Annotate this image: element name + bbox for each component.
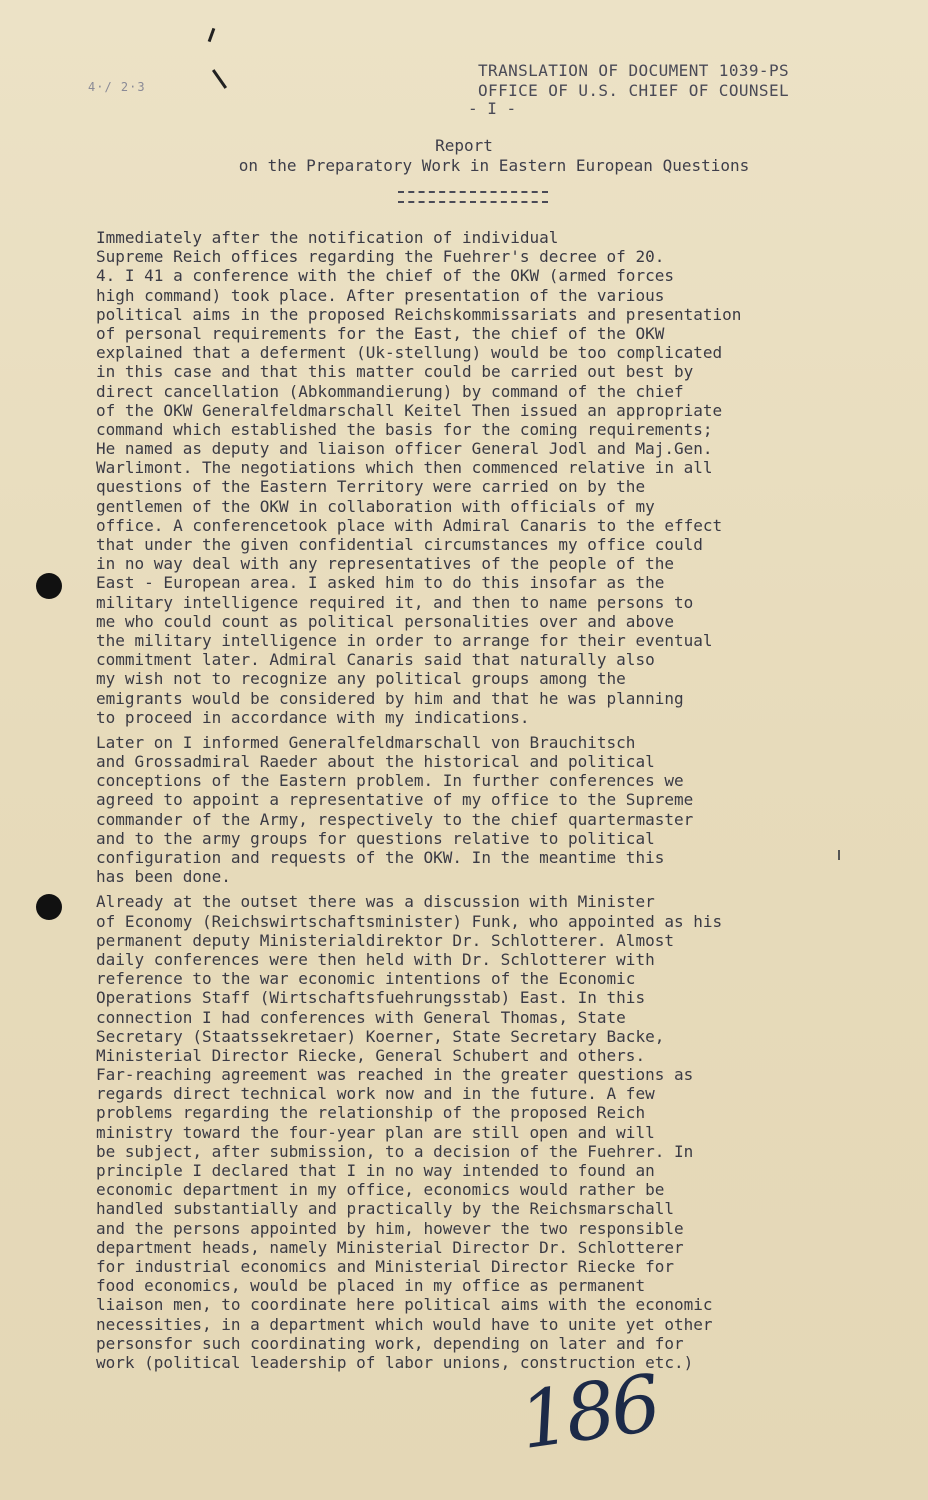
body-line: He named as deputy and liaison officer General Jodl and Maj.Gen.	[96, 439, 713, 459]
punch-hole	[36, 573, 62, 599]
body-line: Operations Staff (Wirtschaftsfuehrungsstab) East. In this	[96, 988, 646, 1008]
body-line: the military intelligence in order to arrange for their eventual	[96, 630, 713, 650]
body-line: gentlemen of the OKW in collaboration with officials of my	[96, 496, 655, 516]
body-line: be subject, after submission, to a decision of the Fuehrer. In	[96, 1141, 694, 1161]
body-line: configuration and requests of the OKW. In the meantime this	[96, 848, 665, 867]
body-line: Far-reaching agreement was reached in the greater questions as	[96, 1065, 694, 1085]
body-line: and to the army groups for questions relative to political	[96, 828, 655, 848]
body-line: of personal requirements for the East, the chief of the OKW	[96, 323, 665, 343]
report-body	[96, 228, 886, 1372]
body-line: of Economy (Reichswirtschaftsminister) Funk, who appointed as his	[96, 911, 723, 931]
body-line: Later on I informed Generalfeldmarschall von Brauchitsch	[96, 732, 636, 752]
body-line: daily conferences were then held with Dr. Schlotterer with	[96, 949, 655, 969]
body-line: principle I declared that I in no way intended to found an	[96, 1161, 655, 1180]
body-line: conceptions of the Eastern problem. In further conferences we	[96, 771, 684, 791]
body-line: economic department in my office, economics would rather be	[96, 1180, 665, 1200]
body-line: commander of the Army, respectively to the chief quartermaster	[96, 809, 694, 829]
body-line: 4. I 41 a conference with the chief of the OKW (armed forces	[96, 266, 674, 286]
body-line: department heads, namely Ministerial Director Dr. Schlotterer	[96, 1237, 684, 1257]
body-line: ministry toward the four-year plan are still open and will	[96, 1122, 655, 1142]
title-underline-1	[398, 191, 548, 193]
body-line: Supreme Reich offices regarding the Fuehrer's decree of 20.	[96, 247, 665, 267]
report-subtitle: on the Preparatory Work in Eastern European Questions	[238, 156, 750, 175]
margin-mark	[838, 850, 840, 860]
body-line: direct cancellation (Abkommandierung) by command of the chief	[96, 381, 684, 401]
punch-hole	[36, 894, 62, 920]
body-line: in this case and that this matter could be carried out best by	[96, 362, 694, 382]
body-line: handled substantially and practically by the Reichsmarschall	[96, 1199, 674, 1219]
body-line: personsfor such coordinating work, depending on later and for	[96, 1333, 684, 1353]
body-line: necessities, in a department which would have to unite yet other	[96, 1314, 713, 1334]
body-line: East - European area. I asked him to do this insofar as the	[96, 573, 665, 593]
body-line: Already at the outset there was a discussion with Minister	[96, 892, 655, 912]
body-line: office. A conferencetook place with Admiral Canaris to the effect	[96, 515, 723, 535]
body-line: work (political leadership of labor unions, construction etc.)	[96, 1352, 694, 1372]
body-line: regards direct technical work now and in the future. A few	[96, 1084, 655, 1104]
body-line: explained that a deferment (Uk-stellung) would be too complicated	[96, 343, 723, 363]
page-number: - I -	[468, 99, 517, 118]
body-line: Immediately after the notification of individual	[96, 228, 559, 247]
pencil-tick-mark	[212, 69, 227, 89]
body-line: in no way deal with any representatives of the people of the	[96, 554, 674, 574]
body-line: me who could count as political personalities over and above	[96, 611, 674, 631]
body-line: commitment later. Admiral Canaris said that naturally also	[96, 650, 655, 670]
body-line: political aims in the proposed Reichskommissariats and presentation	[96, 304, 742, 324]
body-line: Secretary (Staatssekretaer) Koerner, State Secretary Backe,	[96, 1026, 665, 1046]
body-line: command which established the basis for the coming requirements;	[96, 419, 713, 439]
faint-stamp: 4·/ 2·3	[88, 80, 146, 94]
body-line: for industrial economics and Ministerial Director Riecke for	[96, 1256, 674, 1276]
pencil-mark	[208, 28, 216, 42]
body-line: questions of the Eastern Territory were carried on by the	[96, 477, 646, 497]
body-line: my wish not to recognize any political groups among the	[96, 669, 626, 689]
body-line: food economics, would be placed in my office as permanent	[96, 1276, 646, 1296]
title-underline-2	[398, 201, 548, 203]
handwritten-folio-number: 186	[514, 1358, 663, 1468]
body-line: of the OKW Generalfeldmarschall Keitel Then issued an appropriate	[96, 400, 723, 420]
body-line: connection I had conferences with General Thomas, State	[96, 1007, 626, 1027]
body-line: that under the given confidential circumstances my office could	[96, 535, 703, 554]
body-line: high command) took place. After presentation of the various	[96, 285, 665, 305]
body-line: liaison men, to coordinate here political aims with the economic	[96, 1295, 713, 1315]
body-line: Warlimont. The negotiations which then commenced relative in all	[96, 458, 713, 478]
body-line: reference to the war economic intentions of the Economic	[96, 969, 636, 989]
body-line: to proceed in accordance with my indications.	[96, 707, 530, 727]
body-line: military intelligence required it, and then to name persons to	[96, 592, 694, 612]
body-line: Ministerial Director Riecke, General Schubert and others.	[96, 1045, 646, 1065]
header-office-line: OFFICE OF U.S. CHIEF OF COUNSEL	[478, 81, 790, 100]
header-translation-line: TRANSLATION OF DOCUMENT 1039-PS	[478, 61, 790, 80]
body-line: emigrants would be considered by him and that he was planning	[96, 688, 684, 708]
body-line: and the persons appointed by him, however the two responsible	[96, 1218, 684, 1238]
body-line: problems regarding the relationship of the proposed Reich	[96, 1103, 646, 1123]
body-line: has been done.	[96, 867, 231, 887]
body-line: agreed to appoint a representative of my office to the Supreme	[96, 790, 694, 810]
body-line: permanent deputy Ministerialdirektor Dr. Schlotterer. Almost	[96, 930, 674, 950]
body-line: and Grossadmiral Raeder about the historical and political	[96, 752, 655, 772]
report-title: Report	[435, 136, 493, 155]
